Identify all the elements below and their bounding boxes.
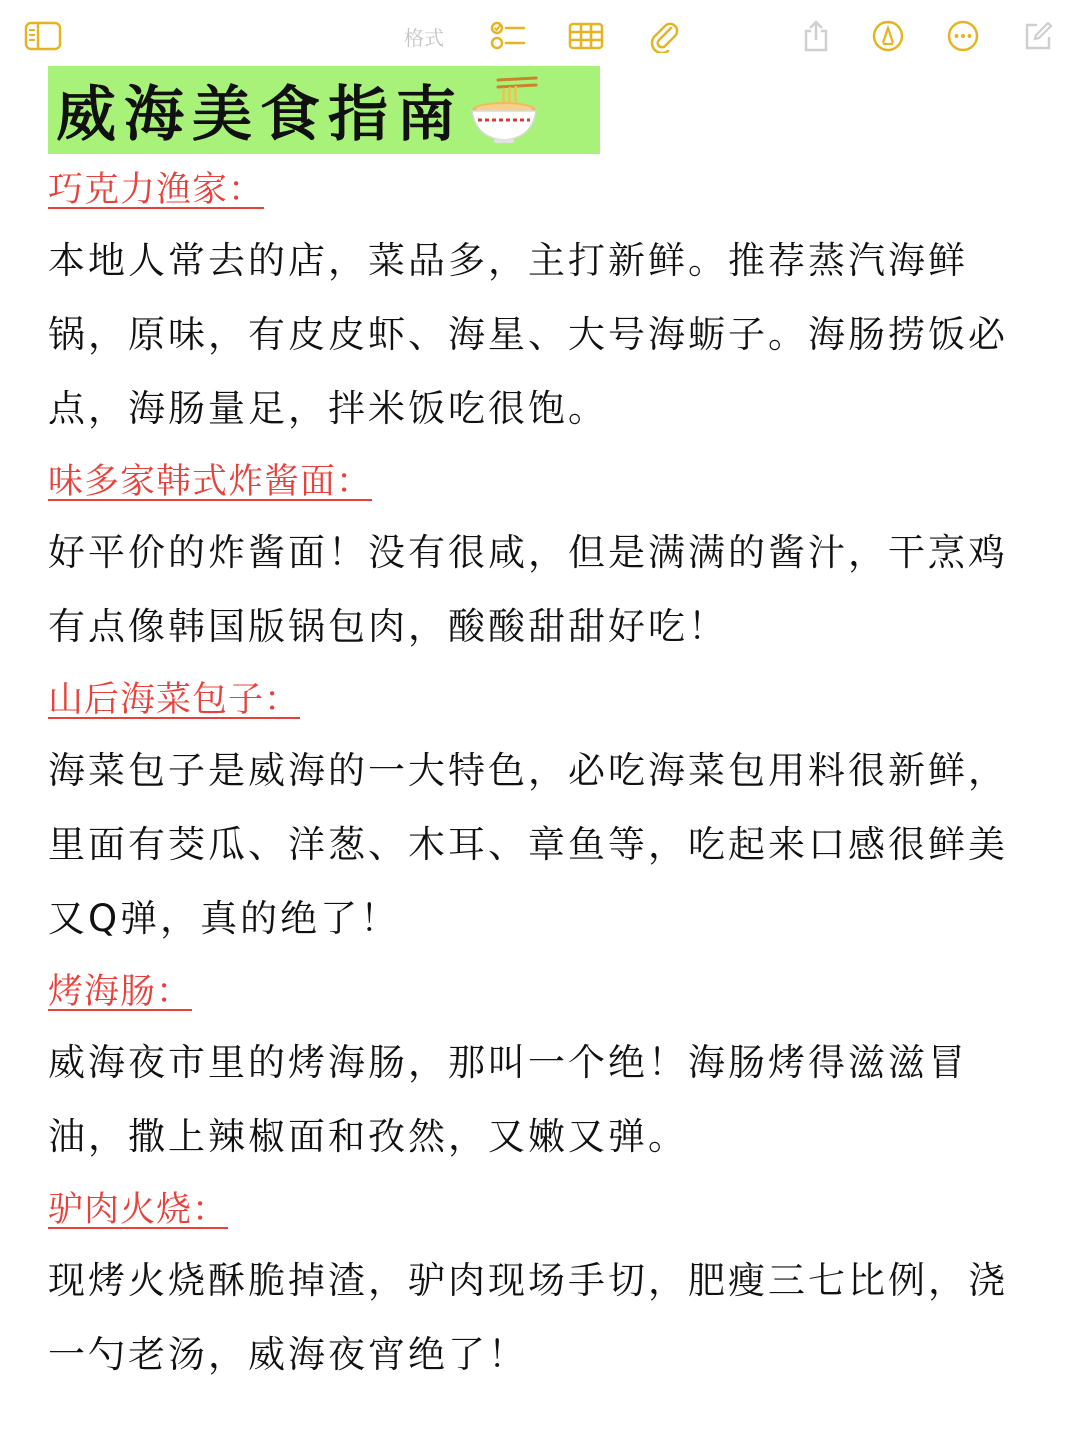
table-button[interactable] (566, 14, 606, 58)
share-button[interactable] (798, 14, 834, 58)
section-body: 海菜包子是威海的一大特色，必吃海菜包用料很新鲜，里面有茭瓜、洋葱、木耳、章鱼等，吃起来口感很鲜美又Q弹，真的绝了！ (48, 749, 1008, 940)
checklist-icon (490, 21, 526, 51)
attachment-button[interactable] (644, 14, 684, 58)
section (48, 1188, 1038, 1392)
compose-icon (1022, 20, 1054, 52)
table-icon (568, 22, 604, 50)
markup-icon (871, 19, 905, 53)
section-heading: 巧克力渔家： (48, 170, 265, 210)
section (48, 460, 1038, 664)
markup-button[interactable] (868, 14, 908, 58)
note-title-highlight (48, 66, 600, 154)
section-body: 现烤火烧酥脆掉渣，驴肉现场手切，肥瘦三七比例，浇一勺老汤，威海夜宵绝了！ (48, 1259, 1008, 1376)
section-heading: 驴肉火烧： (48, 1190, 229, 1230)
checklist-button[interactable] (488, 14, 528, 58)
more-icon (946, 19, 980, 53)
compose-button[interactable] (1018, 14, 1058, 58)
format-label: 格式 (404, 25, 444, 50)
section (48, 168, 1038, 446)
sidebar-toggle-button[interactable] (22, 14, 64, 58)
section-body: 好平价的炸酱面！没有很咸，但是满满的酱汁，干烹鸡有点像韩国版锅包肉，酸酸甜甜好吃！ (48, 531, 1008, 648)
format-button[interactable] (396, 14, 452, 58)
attachment-icon (647, 19, 681, 53)
share-icon (801, 19, 831, 53)
note-title: 威海美食指南 (56, 80, 464, 150)
note-content[interactable] (48, 66, 1038, 1392)
sidebar-icon (24, 21, 62, 51)
section-heading: 味多家韩式炸酱面： (48, 462, 373, 502)
more-button[interactable] (943, 14, 983, 58)
section-heading: 烤海肠： (48, 972, 193, 1012)
section-body: 本地人常去的店，菜品多，主打新鲜。推荐蒸汽海鲜锅，原味，有皮皮虾、海星、大号海蛎子。海肠捞饭必点，海肠量足，拌米饭吃很饱。 (48, 239, 1008, 430)
section-heading: 山后海菜包子： (48, 680, 301, 720)
toolbar (0, 0, 1080, 72)
section (48, 970, 1038, 1174)
section (48, 678, 1038, 956)
noodle-bowl-icon (468, 74, 540, 146)
section-body: 威海夜市里的烤海肠，那叫一个绝！海肠烤得滋滋冒油，撒上辣椒面和孜然，又嫩又弹。 (48, 1041, 968, 1158)
